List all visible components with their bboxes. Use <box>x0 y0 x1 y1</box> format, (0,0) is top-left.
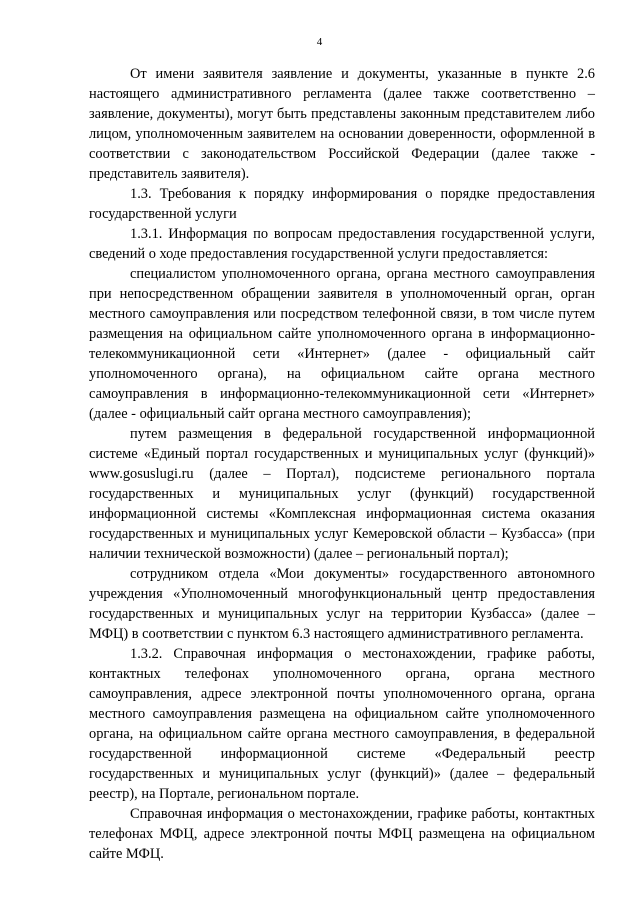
list-item-portal: путем размещения в федеральной государственной информационной системе «Единый портал государственных и муниципальных услуг (функций)» www.gosuslugi.ru (далее – Портал), подсистеме регионального портала государственных и муниципальных услуг (функций) государственной информационной системы «Комплексная информационная система оказания государственных и муниципальных услуг Кемеровской области – Кузбасса» (при наличии технической возможности) (далее – региональный портал); <box>89 426 595 562</box>
paragraph-1-3-2: 1.3.2. Справочная информация о местонахождении, графике работы, контактных телефонах уполномоченного органа, органа местного самоуправления, адресе электронной почты уполномоченного органа, органа местного самоуправления размещена на официальном сайте уполномоченного органа, на официальном сайте органа местного самоуправления, в федеральной государственной информационной системе «Федеральный реестр государственных и муниципальных услуг (функций)» (далее – федеральный реестр), на Портале, региональном портале. <box>89 646 595 802</box>
page-number: 4 <box>316 36 323 48</box>
section-heading-1-3: 1.3. Требования к порядку информирования о порядке предоставления государственной услуги <box>89 186 595 222</box>
list-item-specialist: специалистом уполномоченного органа, органа местного самоуправления при непосредственном обращении заявителя в уполномоченный орган, орган местного самоуправления или посредством телефонной связи, в том числе путем размещения на официальном сайте уполномоченного органа в информационно-телекоммуникационной сети «Интернет» (далее - официальный сайт уполномоченного органа), на официальном сайте органа местного самоуправления в информационно-телекоммуникационной сети «Интернет» (далее - официальный сайт органа местного самоуправления); <box>89 266 595 422</box>
document-body <box>89 64 595 864</box>
paragraph-mfc-reference: Справочная информация о местонахождении, графике работы, контактных телефонах МФЦ, адресе электронной почты МФЦ размещена на официальном сайте МФЦ. <box>89 806 595 862</box>
paragraph-1-3-1: 1.3.1. Информация по вопросам предоставления государственной услуги, сведений о ходе предоставления государственной услуги предоставляется: <box>89 226 595 262</box>
list-item-mfc: сотрудником отдела «Мои документы» государственного автономного учреждения «Уполномоченный многофункциональный центр предоставления государственных и муниципальных услуг на территории Кузбасса» (далее – МФЦ) в соответствии с пунктом 6.3 настоящего административного регламента. <box>89 566 595 642</box>
paragraph-representative: От имени заявителя заявление и документы, указанные в пункте 2.6 настоящего административного регламента (далее также соответственно – заявление, документы), могут быть представлены законным представителем либо лицом, уполномоченным заявителем на основании доверенности, оформленной в соответствии с законодательством Российской Федерации (далее также - представитель заявителя). <box>89 66 595 182</box>
